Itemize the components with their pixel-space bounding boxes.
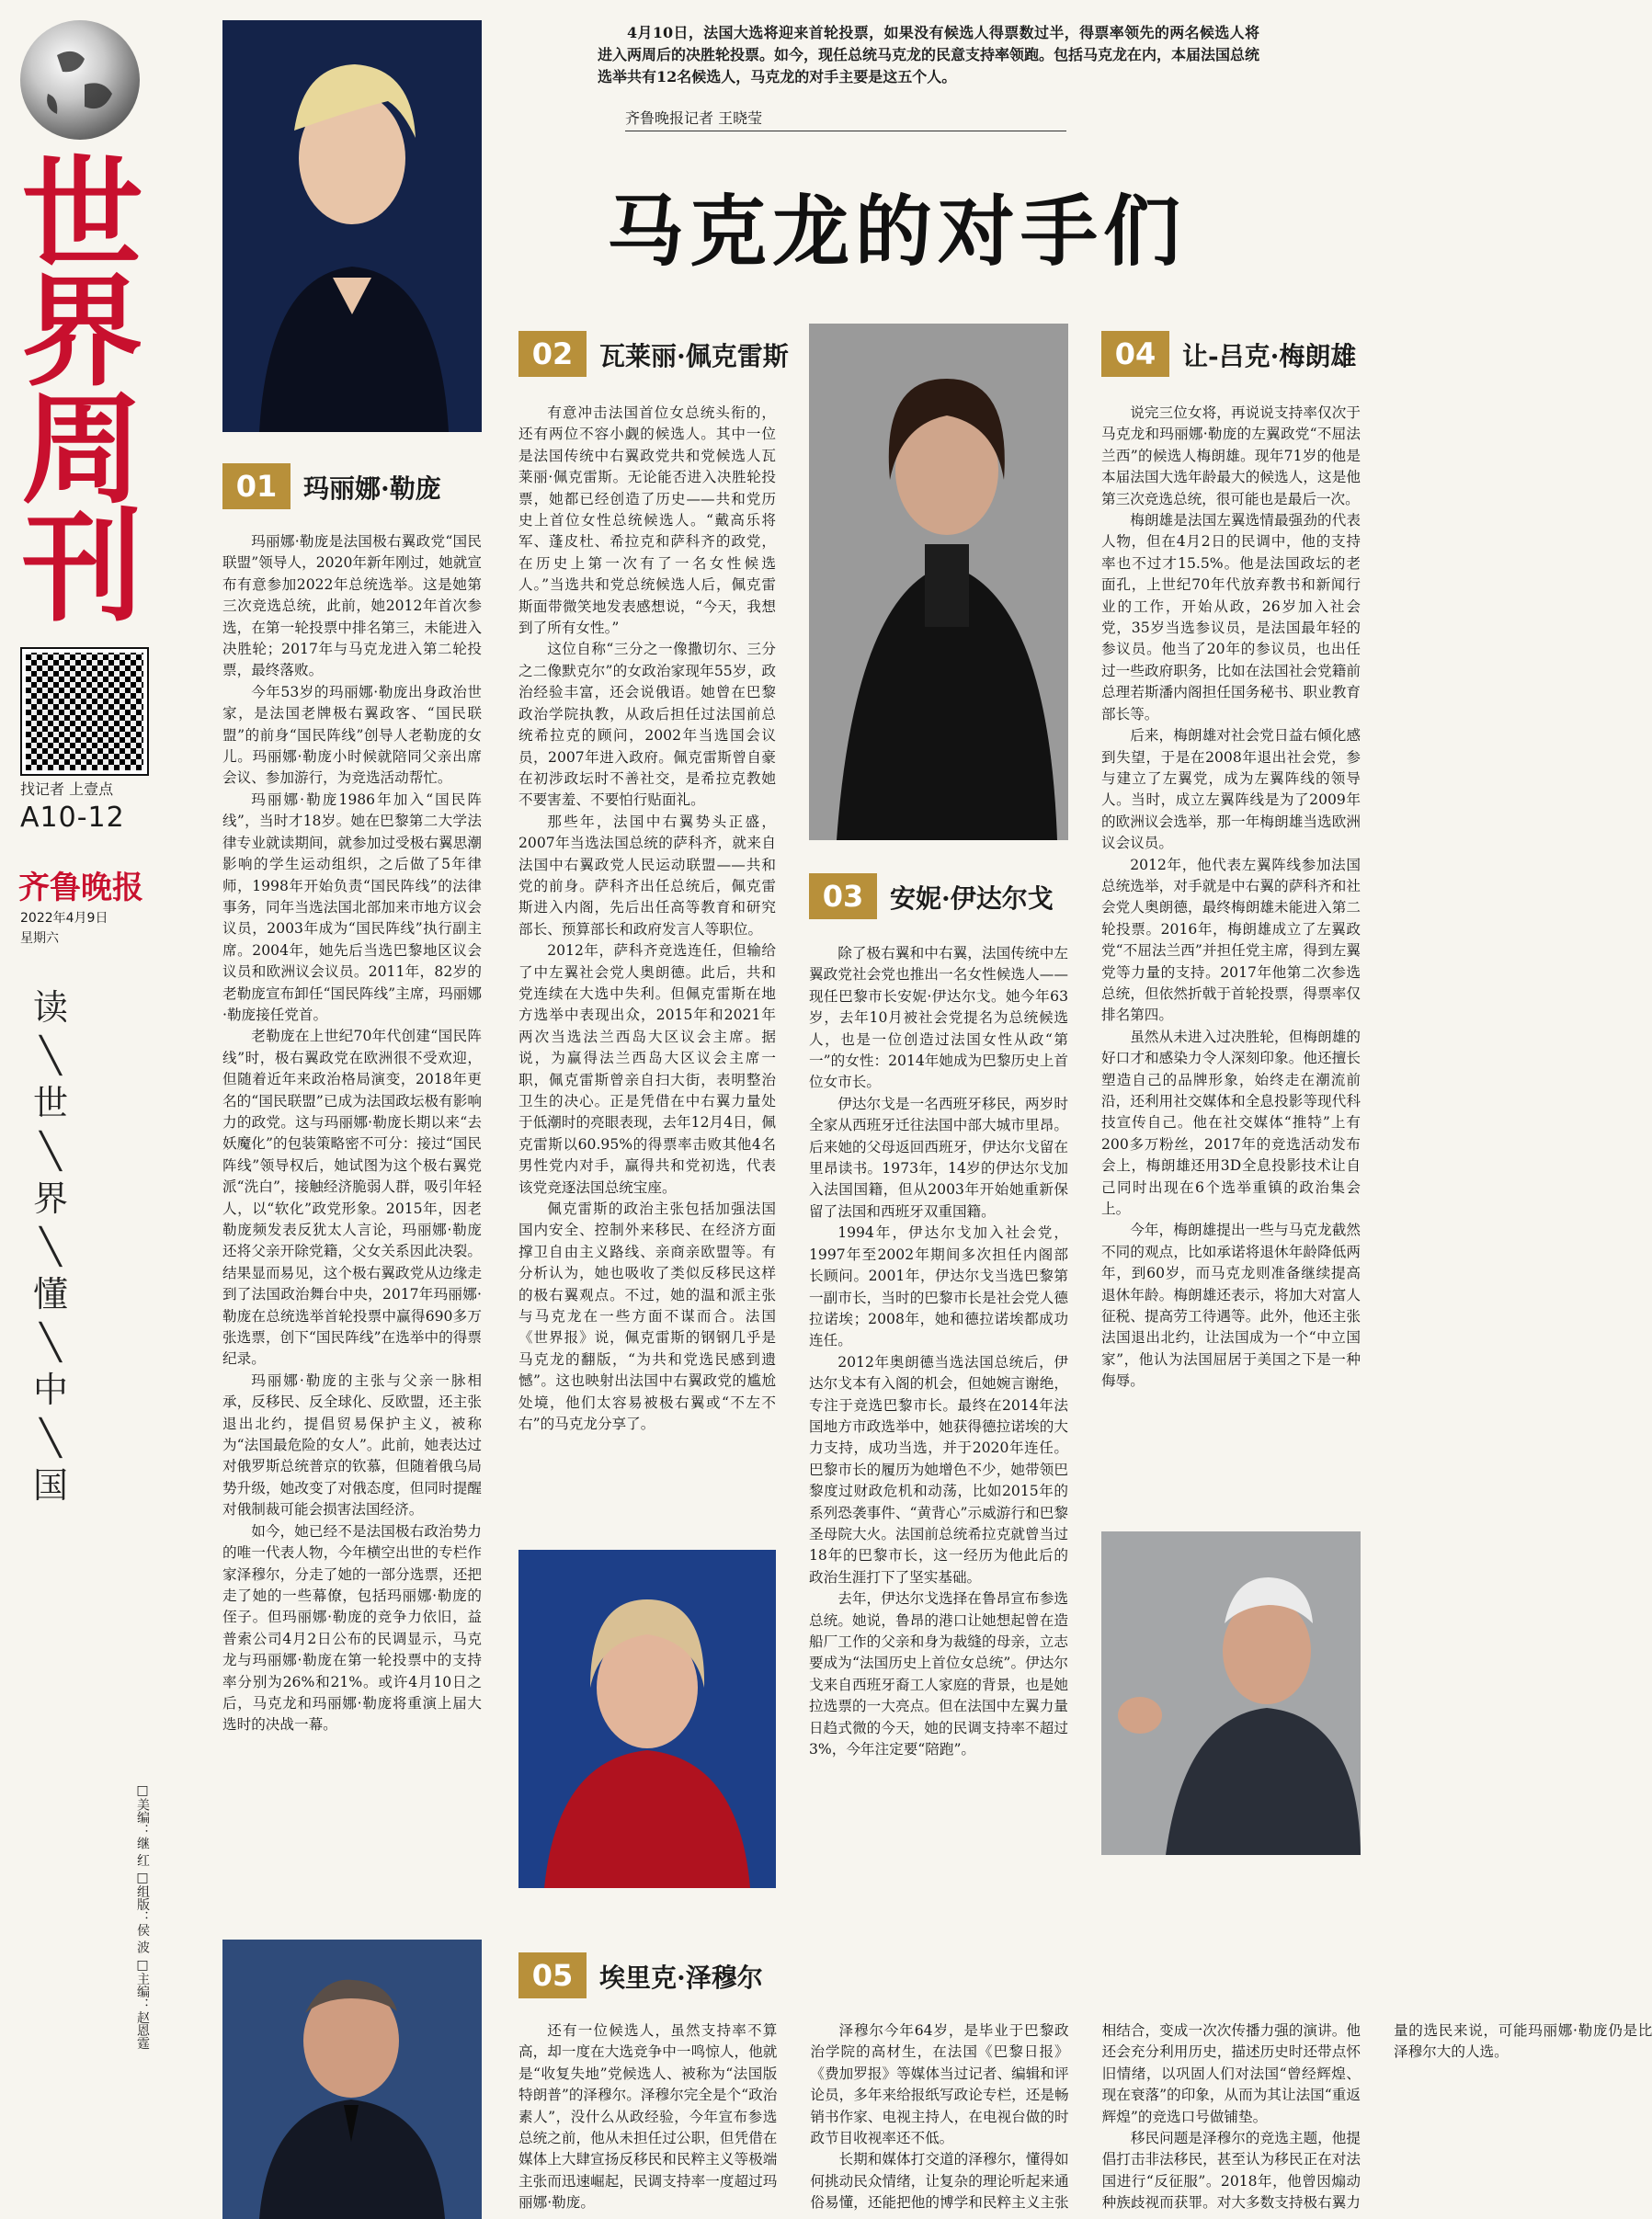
slogan-char: 界 <box>32 1178 68 1219</box>
page-headline: 马克龙的对手们 <box>607 186 1187 277</box>
paragraph: 如今，她已经不是法国极右政治势力的唯一代表人物，今年横空出世的专栏作家泽穆尔，分走了她的一部分选票，还把走了她的一些幕僚，包括玛丽娜·勒庞的侄子。但玛丽娜·勒庞的竞争力依旧，益普索公司4月2日公布的民调显示，马克龙与玛丽娜·勒庞在第一轮投票中的支持率分别为26%和21%。或许4月10日之后，马克龙和玛丽娜·勒庞将重演上届大选时的决战一幕。 <box>222 1522 482 1734</box>
reporter-hint: 找记者 上壹点 <box>20 780 114 798</box>
photo-anne-hidalgo <box>809 324 1068 840</box>
slogan-char: ╲ <box>40 1322 62 1362</box>
candidate-name: 瓦莱丽·佩克雷斯 <box>599 341 789 371</box>
article-column <box>222 531 482 1917</box>
photo-jean-luc-melenchon <box>1101 1531 1361 1855</box>
paragraph: 今年，梅朗雄提出一些与马克龙截然不同的观点，比如承诺将退休年龄降低两年，到60岁，而马克龙则准备继续提高退休年龄。梅朗雄还表示，将加大对富人征税、提高劳工待遇等。此外，他还主张法国退出北约，让法国成为一个“中立国家”，他认为法国屈居于美国之下是一种侮辱。 <box>1101 1222 1361 1390</box>
paragraph: 泽穆尔今年64岁，是毕业于巴黎政治学院的高材生，在法国《巴黎日报》《费加罗报》等媒体当过记者、编辑和评论员，多年来给报纸写政论专栏，还是畅销书作家、电视主持人，在电视台做的时政节目收视率还不低。 <box>810 2022 1069 2147</box>
paragraph: 去年，伊达尔戈选择在鲁昂宣布参选总统。她说，鲁昂的港口让她想起曾在造船厂工作的父亲和身为裁缝的母亲，立志要成为“法国历史上首位女总统”。伊达尔戈来自西班牙裔工人家庭的背景，也是她拉选票的一大亮点。但在法国中左翼力量日趋式微的今天，她的民调支持率不超过3%，今年注定要“陪跑”。 <box>809 1590 1068 1758</box>
slogan-char: ╲ <box>40 1131 62 1171</box>
paragraph: 除了极右翼和中右翼，法国传统中左翼政党社会党也推出一名女性候选人——现任巴黎市长安妮·伊达尔戈。她今年63岁，去年10月被社会党提名为总统候选人，也是一位创造过法国女性从政“第一”的女性：2014年她成为巴黎历史上首位女市长。 <box>809 945 1068 1091</box>
slogan-char: 国 <box>32 1465 68 1506</box>
paragraph: 老勒庞在上世纪70年代创建“国民阵线”时，极右翼政党在欧洲很不受欢迎，但随着近年来政治格局演变，2018年更名的“国民联盟”已成为法国政坛极有影响力的政党。这与玛丽娜·勒庞长期以来“去妖魔化”的包装策略密不可分：接过“国民阵线”领导权后，她试图为这个极右翼党派“洗白”，接触经济脆弱人群，吸引年轻人，以“软化”政党形象。2015年，因老勒庞频发表反犹太人言论，玛丽娜·勒庞还将父亲开除党籍，父女关系因此决裂。结果显而易见，这个极右翼政党从边缘走到了法国政治舞台中央，2017年玛丽娜·勒庞在总统选举首轮投票中赢得690多万张选票，创下“国民阵线”在选举中的得票纪录。 <box>222 1028 482 1368</box>
issue-weekday: 星期六 <box>20 931 59 946</box>
photo-marine-le-pen <box>222 20 482 432</box>
page-range: A10-12 <box>20 802 125 834</box>
paragraph: 长期和媒体打交道的泽穆尔，懂得如何挑动民众情绪，让复杂的理论听起来通俗易懂，还能把他的博学和民粹主义主张相结合，变成一次次传播力强的演讲。他还会充分利用历史，描述历史时还带点怀旧情绪，以巩固人们对法国“曾经辉煌、现在衰落”的印象，从而为其让法国“重返辉煌”的竞选口号做铺垫。 <box>810 2022 1361 2212</box>
paragraph: 今年53岁的玛丽娜·勒庞出身政治世家，是法国老牌极右翼政客、“国民联盟”的前身“国民阵线”创导人老勒庞的女儿。玛丽娜·勒庞小时候就陪同父亲出席会议、参加游行，为竞选活动帮忙。 <box>222 683 482 787</box>
photo-valerie-pecresse <box>518 1550 776 1888</box>
slogan-char: ╲ <box>40 1226 62 1267</box>
paragraph: 2012年奥朗德当选法国总统后，伊达尔戈本有入阁的机会，但她婉言谢绝，专注于竞选巴黎市长。最终在2014年法国地方市政选举中，她获得德拉诺埃的大力支持，成功当选，并于2020年连任。巴黎市长的履历为她增色不少，她带领巴黎度过财政危机和动荡，比如2015年的系列恐袭事件、“黄背心”示威游行和巴黎圣母院大火。法国前总统希拉克就曾当过18年的巴黎市长，这一经历为他此后的政治生涯打下了坚实基础。 <box>809 1353 1068 1586</box>
slogan <box>28 984 74 1509</box>
paragraph: 这位自称“三分之一像撒切尔、三分之二像默克尔”的女政治家现年55岁，政治经验丰富，还会说俄语。她曾在巴黎政治学院执教，从政后担任过法国前总统希拉克的顾问，2002年当选国会议员，2007年进入政府。佩克雷斯曾自豪在初涉政坛时不善社交，是希拉克教她不要害羞、不要怕行贴面礼。 <box>518 641 776 809</box>
section-number: 04 <box>1101 331 1169 377</box>
paragraph: 佩克雷斯的政治主张包括加强法国国内安全、控制外来移民、在经济方面撑卫自由主义路线、亲商亲欧盟等。有分析认为，她也吸收了类似反移民这样的极右翼观点。不过，她的温和派主张与马克龙在一些方面不谋而合。法国《世界报》说，佩克雷斯的钢钢几乎是马克龙的翻版，“为共和党选民感到遗憾”。这也映射出法国中右翼政党的尴尬处境，他们太容易被极右翼或“不左不右”的马克龙分享了。 <box>518 1201 776 1433</box>
issue-date: 2022年4月9日 <box>20 911 108 926</box>
paragraph: 有意冲击法国首位女总统头衔的，还有两位不容小觑的候选人。其中一位是法国传统中右翼政党共和党候选人瓦莱丽·佩克雷斯。无论能否进入决胜轮投票，她都已经创造了历史——共和党历史上首位女性总统候选人。“戴高乐将军、蓬皮杜、希拉克和萨科齐的政党，在历史上第一次有了一名女性候选人。”当选共和党总统候选人后，佩克雷斯面带微笑地发表感想说，“今天，我想到了所有女性。” <box>518 404 776 637</box>
section-number: 01 <box>222 463 291 509</box>
article-column <box>518 2020 1652 2215</box>
slogan-char: 懂 <box>32 1274 68 1314</box>
article-column <box>809 943 1068 1910</box>
paragraph: 虽然从未进入过决胜轮，但梅朗雄的好口才和感染力令人深刻印象。他还擅长塑造自己的品牌形象，始终走在潮流前沿，还利用社交媒体和全息投影等现代科技宣传自己。他在社交媒体“推特”上有200多万粉丝，2017年的竞选活动发布会上，梅朗雄还用3D全息投影技术让自己同时出现在6个选举重镇的政治集会上。 <box>1101 1028 1361 1218</box>
paragraph: 说完三位女将，再说说支持率仅次于马克龙和玛丽娜·勒庞的左翼政党“不屈法兰西”的候选人梅朗雄。现年71岁的他是本届法国大选年龄最大的候选人，这是他第三次竞选总统，很可能也是最后一次。 <box>1101 404 1361 507</box>
section-number: 03 <box>809 873 877 919</box>
qr-code <box>22 649 147 774</box>
paragraph: 2012年，萨科齐竞选连任，但输给了中左翼社会党人奥朗德。此后，共和党连续在大选中失利。但佩克雷斯在地方选举中表现出众，2015年和2021年两次当选法兰西岛大区议会主席。据说，为赢得法兰西岛大区议会主席一职，佩克雷斯曾亲自扫大街，表明整治卫生的决心。正是凭借在中右翼力量处于低潮时的亮眼表现，去年12月4日，佩克雷斯以60.95%的得票率击败其他4名男性党内对手，赢得共和党初选，代表该党竞逐法国总统宝座。 <box>518 942 776 1196</box>
section-number: 02 <box>518 331 587 377</box>
slogan-char: ╲ <box>40 1417 62 1458</box>
slogan-char: 中 <box>32 1370 68 1410</box>
globe-icon <box>20 20 140 140</box>
candidate-name: 安妮·伊达尔戈 <box>890 883 1054 914</box>
brand-title: 世界周刊 <box>21 144 143 639</box>
article-column <box>1101 403 1361 1513</box>
paragraph: 玛丽娜·勒庞的主张与父亲一脉相承，反移民、反全球化、反欧盟，还主张退出北约，提倡贸易保护主义，被称为“法国最危险的女人”。此前，她表达过对俄罗斯总统普京的钦慕，但随着俄乌局势升级，她改变了对俄态度，但同时提醒对俄制裁可能会损害法国经济。 <box>222 1371 482 1519</box>
paragraph: 后来，梅朗雄对社会党日益右倾化感到失望，于是在2008年退出社会党，参与建立了左翼党，成为左翼阵线的领导人。当时，成立左翼阵线是为了2009年的欧洲议会选举，那一年梅朗雄当选欧洲议会议员。 <box>1101 727 1361 852</box>
paragraph: 1994年，伊达尔戈加入社会党，1997年至2002年期间多次担任内阁部长顾问。2001年，伊达尔戈当选巴黎第一副市长，当时的巴黎市长是社会党人德拉诺埃；2008年，她和德拉诺埃都成功连任。 <box>809 1224 1068 1349</box>
paragraph: 那些年，法国中右翼势头正盛，2007年当选法国总统的萨科齐，就来自法国中右翼政党人民运动联盟——共和党的前身。萨科齐出任总统后，佩克雷斯进入内阁，先后出任高等教育和研究部长、预算部长和政府发言人等职位。 <box>518 813 776 938</box>
staff-credits: □美编：继 红 □组版：侯 波 □主编：赵恩霆 <box>135 1783 150 2050</box>
newspaper-logo: 齐鲁晚报 <box>18 870 143 906</box>
intro-paragraph: 4月10日，法国大选将迎来首轮投票，如果没有候选人得票数过半，得票率领先的两名候选人将进入两周后的决胜轮投票。如今，现任总统马克龙的民意支持率领跑。包括马克龙在内，本届法国总统选举共有12名候选人，马克龙的对手主要是这五个人。 <box>598 24 1260 85</box>
photo-eric-zemmour <box>222 1940 482 2219</box>
article-column <box>518 403 776 1531</box>
paragraph: 伊达尔戈是一名西班牙移民，两岁时全家从西班牙迁往法国中部大城市里昂。后来她的父母返回西班牙，伊达尔戈留在里昂读书。1973年，14岁的伊达尔戈加入法国国籍，但从2003年开始她重新保留了法国和西班牙双重国籍。 <box>809 1095 1068 1220</box>
slogan-char: 世 <box>32 1083 68 1123</box>
candidate-name: 埃里克·泽穆尔 <box>599 1963 763 1993</box>
slogan-char: 读 <box>32 987 68 1028</box>
paragraph: 移民问题是泽穆尔的竞选主题，他提倡打击非法移民，甚至认为移民正在对法国进行“反征服”。2018年，他曾因煽动种族歧视而获罪。对大多数支持极右翼力量的选民来说，可能玛丽娜·勒庞仍是比泽穆尔大的人选。 <box>1101 2022 1652 2212</box>
slogan-char: ╲ <box>40 1035 62 1075</box>
candidate-name: 玛丽娜·勒庞 <box>303 473 441 504</box>
byline: 齐鲁晚报记者 王晓莹 <box>625 109 763 127</box>
paragraph: 玛丽娜·勒庞是法国极右翼政党“国民联盟”领导人，2020年新年刚过，她就宣布有意参加2022年总统选举。这是她第三次竞选总统，此前，她2012年首次参选，在第一轮投票中排名第三，未能进入决胜轮；2017年与马克龙进入第二轮投票，最终落败。 <box>222 533 482 679</box>
section-number: 05 <box>518 1952 587 1998</box>
paragraph: 还有一位候选人，虽然支持率不算高，却一度在大选竞争中一鸣惊人，他就是“收复失地”党候选人、被称为“法国版特朗普”的泽穆尔。泽穆尔完全是个“政治素人”，没什么从政经验，今年宣布参选总统之前，他从未担任过公职，但凭借在媒体上大肆宣扬反移民和民粹主义等极端主张而迅速崛起，民调支持率一度超过玛丽娜·勒庞。 <box>518 2022 778 2212</box>
masthead-sidebar <box>0 0 158 2219</box>
candidate-name: 让-吕克·梅朗雄 <box>1182 341 1357 371</box>
paragraph: 2012年，他代表左翼阵线参加法国总统选举，对手就是中右翼的萨科齐和社会党人奥朗德，最终梅朗雄未能进入第二轮投票。2016年，梅朗雄成立了左翼政党“不屈法兰西”并担任党主席，得到左翼党等力量的支持。2017年他第二次参选总统，但依然折戟于首轮投票，得票率仅排名第四。 <box>1101 856 1361 1024</box>
paragraph: 梅朗雄是法国左翼选情最强劲的代表人物，但在4月2日的民调中，他的支持率也不过才15.5%。他是法国政坛的老面孔，上世纪70年代放弃教书和新闻行业的工作，开始从政，26岁加入社会党，35岁当选参议员，是法国最年轻的参议员。他当了20年的参议员，也出任过一些政府职务，比如在法国社会党籍前总理若斯潘内阁担任国务秘书、职业教育部长等。 <box>1101 512 1361 723</box>
paragraph: 玛丽娜·勒庞1986年加入“国民阵线”，当时才18岁。她在巴黎第二大学法律专业就读期间，就参加过受极右翼思潮影响的学生运动组织，之后做了5年律师，1998年开始负责“国民阵线”的法律事务，同年当选法国北部加来市地方议会议员，2003年成为“国民阵线”执行副主席。2004年，她先后当选巴黎地区议会议员和欧洲议会议员。2011年，82岁的老勒庞宣布卸任“国民阵线”主席，玛丽娜·勒庞接任党首。 <box>222 791 482 1023</box>
